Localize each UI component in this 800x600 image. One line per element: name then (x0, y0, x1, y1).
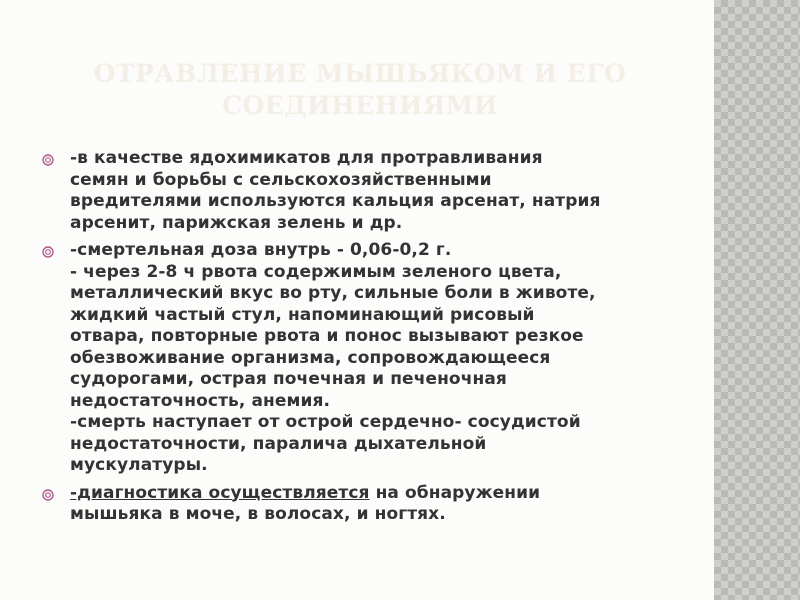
text-line: -в качестве ядохимикатов для протравливания (70, 148, 543, 168)
text-line: судорогами, острая почечная и печеночная (70, 369, 507, 389)
text-line: семян и борьбы с сельскохозяйственными (70, 169, 492, 190)
bullet-text (70, 483, 678, 526)
text-line: отвара, повторные рвота и понос вызывают резкое (70, 326, 584, 346)
text-line: - через 2-8 ч рвота содержимым зеленого цвета, (70, 261, 562, 282)
title-line: ОТРАВЛЕНИЕ МЫШЬЯКОМ И ЕГО (93, 59, 627, 88)
text-line (70, 483, 678, 505)
slide-title (60, 58, 660, 122)
bullet-text (70, 148, 678, 234)
bullet-text (70, 240, 678, 477)
text-line: металлический вкус во рту, сильные боли в животе, (70, 283, 596, 303)
text-line: обезвоживание организма, сопровождающееся (70, 347, 551, 368)
title-line: СОЕДИНЕНИЯМИ (222, 91, 498, 120)
text-line: арсенит, парижская зелень и др. (70, 212, 403, 233)
text-line: недостаточности, паралича дыхательной (70, 433, 487, 454)
text-line: -смерть наступает от острой сердечно- сосудистой (70, 412, 581, 432)
spiral-bullet-icon (42, 489, 54, 501)
list-item (38, 148, 678, 234)
text-line: -смертельная доза внутрь - 0,06-0,2 г. (70, 240, 452, 260)
underlined-phrase: -диагностика осуществляется (70, 482, 370, 503)
list-item (38, 240, 678, 477)
text-fragment: на обнаружении (369, 482, 541, 503)
text-line: жидкий частый стул, напоминающий рисовый (70, 304, 535, 325)
list-item (38, 483, 678, 526)
text-line: вредителями используются кальция арсенат, натрия (70, 191, 601, 211)
spiral-bullet-icon (42, 246, 54, 258)
text-line: недостаточность, анемия. (70, 390, 331, 411)
decorative-side-strip (714, 0, 800, 600)
text-line: мышьяка в моче, в волосах, и ногтях. (70, 504, 446, 524)
bullet-list (38, 148, 678, 532)
text-line: мускулатуры. (70, 455, 208, 475)
spiral-bullet-icon (42, 154, 54, 166)
